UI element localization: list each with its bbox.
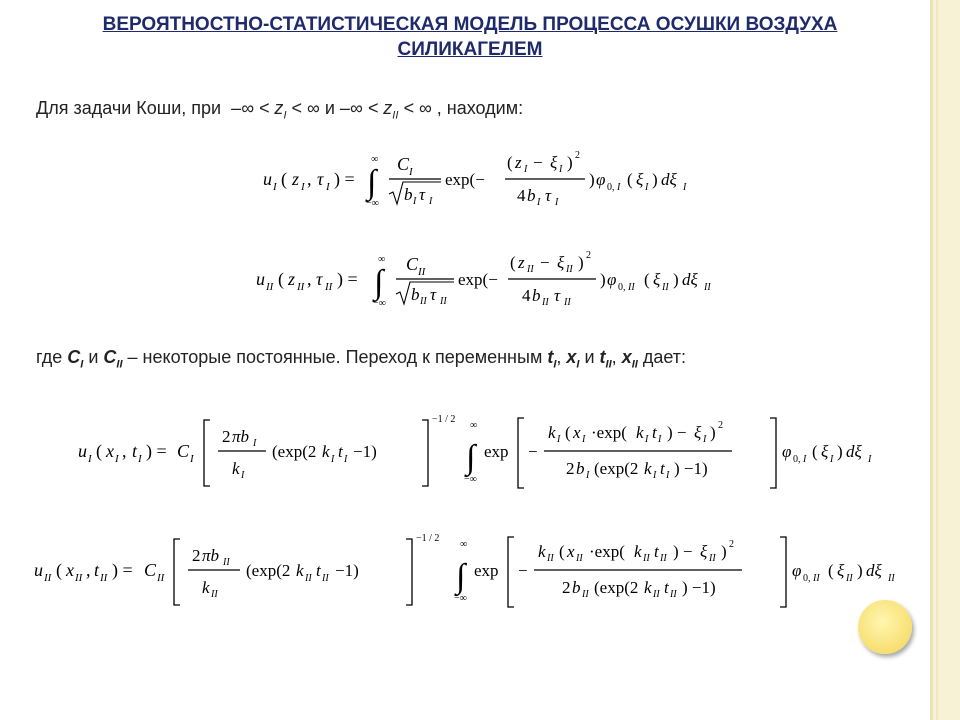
cond2-sub: II (392, 109, 399, 122)
svg-text:∫: ∫ (466, 439, 476, 476)
svg-text:II: II (100, 572, 108, 584)
svg-text:II: II (709, 553, 716, 564)
svg-text:∞: ∞ (460, 539, 468, 550)
svg-text:I: I (138, 453, 142, 465)
svg-text:∞: ∞ (378, 254, 386, 265)
svg-text:II: II (643, 553, 650, 564)
svg-text:II: II (157, 572, 165, 584)
equation-u1-cauchy (255, 148, 715, 210)
svg-text:−1): −1) (335, 561, 359, 580)
svg-text:): ) (578, 253, 584, 272)
where-text: – некоторые постоянные. Переход к переменным (122, 347, 548, 367)
svg-text:2: 2 (192, 546, 201, 565)
svg-text:∫: ∫ (374, 264, 384, 301)
svg-text:(exp(2: (exp(2 (594, 578, 639, 597)
svg-text:z: z (515, 153, 522, 172)
svg-text:−: − (540, 253, 550, 272)
svg-text:I: I (555, 197, 559, 208)
sidebar-stripe (930, 0, 933, 720)
svg-text:t: t (652, 423, 657, 442)
svg-text:): ) (589, 170, 595, 189)
svg-text:k: k (322, 442, 330, 461)
svg-text:II: II (325, 281, 333, 293)
intro-text: Для задачи Коши, при (36, 98, 222, 118)
svg-text:t: t (654, 542, 659, 561)
svg-text:II: II (846, 573, 853, 584)
svg-text:ξ: ξ (700, 542, 708, 561)
var-x2-letter: x (621, 347, 632, 367)
svg-text:exp(−: exp(− (458, 270, 498, 289)
decorative-yellow-circle (858, 600, 912, 654)
svg-text:ξ: ξ (837, 561, 845, 580)
svg-text:(exp(2: (exp(2 (272, 442, 317, 461)
svg-text:II: II (211, 589, 218, 600)
svg-text:C: C (406, 254, 419, 274)
svg-text:dξ: dξ (682, 270, 698, 289)
svg-text:(: ( (559, 542, 565, 561)
svg-text:∫: ∫ (456, 558, 466, 595)
svg-text:dξ: dξ (866, 561, 882, 580)
svg-text:(: ( (507, 153, 513, 172)
svg-text:): ) (673, 270, 679, 289)
svg-text:τ: τ (430, 285, 437, 304)
svg-text:I: I (344, 454, 348, 465)
svg-text:k: k (636, 423, 644, 442)
svg-text:II: II (75, 572, 83, 584)
var-t2-letter: t (599, 347, 606, 367)
svg-text:I: I (703, 434, 707, 445)
slide-title (60, 12, 880, 62)
svg-text:) =: ) = (112, 560, 133, 580)
svg-text:II: II (704, 282, 711, 293)
svg-text:∞: ∞ (470, 420, 478, 431)
svg-text:II: II (418, 266, 426, 278)
svg-text:z: z (292, 169, 300, 189)
svg-text:II: II (440, 296, 447, 307)
svg-text:u: u (34, 560, 43, 580)
svg-text:φ: φ (596, 170, 606, 189)
svg-text:I: I (557, 434, 561, 445)
svg-text:t: t (94, 560, 100, 580)
svg-text:b: b (576, 459, 585, 478)
svg-text:,: , (307, 269, 312, 289)
svg-text:∫: ∫ (367, 164, 377, 201)
svg-text:dξ: dξ (846, 442, 862, 461)
svg-text:x: x (567, 542, 575, 561)
var-t2 (599, 347, 612, 371)
svg-text:b: b (532, 286, 541, 305)
svg-text:k: k (644, 578, 652, 597)
svg-text:exp(−: exp(− (445, 170, 485, 189)
svg-text:(: ( (510, 253, 516, 272)
var-t1-sub: I (553, 358, 557, 371)
title-line-2: СИЛИКАГЕЛЕМ (397, 39, 543, 60)
svg-text:): ) (600, 270, 606, 289)
svg-text:(: ( (565, 423, 571, 442)
svg-text:II: II (662, 282, 669, 293)
svg-text:,: , (86, 560, 91, 580)
svg-text:0,: 0, (618, 282, 626, 293)
cond1-sub: I (283, 109, 287, 122)
svg-text:exp: exp (484, 442, 509, 461)
svg-text:(: ( (644, 270, 650, 289)
svg-text:I: I (273, 181, 277, 193)
svg-text:C: C (144, 560, 157, 580)
svg-text:I: I (803, 454, 807, 465)
svg-text:−∞: −∞ (366, 198, 379, 209)
svg-text:I: I (326, 181, 330, 193)
svg-text:II: II (628, 282, 635, 293)
svg-text:∞: ∞ (371, 154, 379, 165)
equation-u2-transformed (28, 527, 908, 617)
svg-text:II: II (888, 573, 895, 584)
svg-text:0,: 0, (793, 454, 801, 465)
var-t2-sub: II (605, 358, 612, 371)
where-line (36, 347, 686, 371)
svg-text:2: 2 (575, 150, 580, 161)
svg-text:k: k (232, 459, 240, 478)
svg-text:−1): −1) (353, 442, 377, 461)
svg-text:ξ: ξ (557, 253, 565, 272)
svg-text:−∞: −∞ (454, 593, 467, 604)
svg-text:C: C (397, 154, 410, 174)
svg-text:,: , (122, 441, 127, 461)
svg-text:−: − (533, 153, 543, 172)
svg-text:exp: exp (474, 561, 499, 580)
svg-text:4: 4 (522, 286, 531, 305)
svg-text:4: 4 (517, 186, 526, 205)
cond1-prefix: –∞ < z (231, 98, 284, 118)
svg-text:(exp(2: (exp(2 (594, 459, 639, 478)
svg-text:I: I (331, 454, 335, 465)
svg-text:) −1): ) −1) (674, 459, 708, 478)
svg-text:): ) (652, 170, 658, 189)
svg-text:(: ( (281, 169, 287, 189)
title-line-1: ВЕРОЯТНОСТНО-СТАТИСТИЧЕСКАЯ МОДЕЛЬ ПРОЦЕССА ОСУШКИ ВОЗДУХА (102, 14, 838, 35)
sidebar-stripe-inner (936, 0, 938, 720)
svg-text:II: II (660, 553, 667, 564)
svg-text:b: b (572, 578, 581, 597)
svg-text:t: t (338, 442, 343, 461)
svg-text:(: ( (278, 269, 284, 289)
svg-text:k: k (548, 423, 556, 442)
var-x2-sub: II (631, 358, 638, 371)
cond2-suffix: < ∞ (398, 98, 432, 118)
svg-text:I: I (645, 182, 649, 193)
svg-text:I: I (88, 453, 92, 465)
svg-text:I: I (658, 434, 662, 445)
svg-text:u: u (256, 269, 265, 289)
var-x1 (566, 347, 580, 371)
svg-text:II: II (576, 553, 583, 564)
var-t1-letter: t (547, 347, 554, 367)
svg-text:(: ( (56, 560, 62, 580)
svg-text:−∞: −∞ (373, 298, 386, 309)
equation-u1-transformed (72, 408, 902, 498)
svg-text:(: ( (812, 442, 818, 461)
svg-text:x: x (573, 423, 581, 442)
svg-text:z: z (518, 253, 525, 272)
svg-text:2: 2 (586, 250, 591, 261)
svg-text:2: 2 (562, 578, 571, 597)
svg-text:·exp(: ·exp( (589, 542, 625, 561)
svg-text:τ: τ (545, 186, 552, 205)
svg-text:I: I (241, 470, 245, 481)
svg-text:) −: ) − (667, 423, 687, 442)
svg-text:): ) (567, 153, 573, 172)
svg-text:II: II (297, 281, 305, 293)
svg-text:φ: φ (782, 442, 792, 461)
svg-text:(: ( (828, 561, 834, 580)
svg-text:τ: τ (554, 286, 561, 305)
svg-text:) =: ) = (337, 269, 358, 289)
svg-text:I: I (253, 438, 257, 449)
svg-text:·exp(: ·exp( (591, 423, 627, 442)
svg-text:k: k (538, 542, 546, 561)
svg-text:I: I (409, 166, 413, 178)
svg-text:II: II (670, 589, 677, 600)
svg-text:): ) (710, 423, 716, 442)
intro-line (36, 98, 523, 122)
svg-text:I: I (617, 182, 621, 193)
svg-text:−: − (528, 442, 538, 461)
svg-text:I: I (524, 164, 528, 175)
var-x1-sub: I (576, 358, 580, 371)
svg-text:x: x (66, 560, 74, 580)
where-and: и (83, 347, 104, 367)
cond2-prefix: –∞ < z (339, 98, 393, 118)
svg-text:I: I (115, 453, 119, 465)
svg-text:II: II (322, 573, 329, 584)
svg-text:II: II (566, 264, 573, 275)
svg-text:z: z (288, 269, 296, 289)
svg-text:I: I (868, 454, 872, 465)
svg-text:II: II (266, 281, 274, 293)
svg-text:k: k (634, 542, 642, 561)
svg-text:2: 2 (222, 427, 231, 446)
svg-text:I: I (559, 164, 563, 175)
const-c1 (67, 347, 84, 371)
where-prefix: где (36, 347, 68, 367)
where-and-2: и (579, 347, 600, 367)
svg-text:φ: φ (792, 561, 802, 580)
equation-u2-cauchy (248, 248, 738, 312)
svg-text:−1 / 2: −1 / 2 (432, 414, 456, 425)
svg-text:0,: 0, (803, 573, 811, 584)
condition-2 (339, 98, 432, 122)
svg-text:ξ: ξ (653, 270, 661, 289)
svg-text:(: ( (96, 441, 102, 461)
svg-text:II: II (813, 573, 820, 584)
svg-text:t: t (660, 459, 665, 478)
svg-text:2: 2 (729, 539, 734, 550)
svg-text:II: II (305, 573, 312, 584)
right-decorative-sidebar (930, 0, 960, 720)
svg-text:k: k (202, 578, 210, 597)
svg-text:I: I (586, 470, 590, 481)
svg-text:II: II (420, 296, 427, 307)
where-comma-2: , (611, 347, 622, 367)
where-comma-1: , (556, 347, 567, 367)
svg-text:II: II (527, 264, 534, 275)
svg-text:t: t (316, 561, 321, 580)
svg-text:II: II (542, 297, 549, 308)
svg-text:I: I (666, 470, 670, 481)
svg-text:u: u (78, 441, 87, 461)
svg-text:τ: τ (419, 185, 426, 204)
svg-text:πb: πb (202, 546, 220, 565)
var-x1-letter: x (566, 347, 577, 367)
svg-text:C: C (177, 441, 190, 461)
svg-text:τ: τ (316, 269, 323, 289)
svg-text:t: t (664, 578, 669, 597)
svg-text:): ) (721, 542, 727, 561)
svg-text:φ: φ (607, 270, 617, 289)
condition-1 (231, 98, 287, 122)
svg-text:II: II (582, 589, 589, 600)
svg-text:I: I (653, 470, 657, 481)
svg-text:τ: τ (317, 169, 324, 189)
svg-text:I: I (429, 196, 433, 207)
svg-text:πb: πb (232, 427, 250, 446)
svg-text:2: 2 (566, 459, 575, 478)
svg-text:) =: ) = (334, 169, 355, 189)
svg-text:k: k (644, 459, 652, 478)
svg-text:ξ: ξ (694, 423, 702, 442)
svg-text:u: u (263, 169, 272, 189)
svg-text:2: 2 (718, 420, 723, 431)
svg-text:b: b (411, 285, 420, 304)
svg-text:I: I (645, 434, 649, 445)
const-c2-sub: II (116, 358, 123, 371)
svg-text:x: x (106, 441, 114, 461)
intro-end: , находим: (436, 98, 524, 118)
svg-text:,: , (307, 169, 312, 189)
const-c2 (103, 347, 123, 371)
svg-text:II: II (223, 557, 230, 568)
svg-text:I: I (683, 182, 687, 193)
svg-text:): ) (837, 442, 843, 461)
svg-text:−∞: −∞ (464, 474, 477, 485)
svg-text:dξ: dξ (661, 170, 677, 189)
svg-text:−: − (518, 561, 528, 580)
svg-text:II: II (44, 572, 52, 584)
const-c1-letter: C (67, 347, 81, 367)
svg-text:II: II (547, 553, 554, 564)
svg-text:I: I (413, 196, 417, 207)
svg-text:) =: ) = (146, 441, 167, 461)
const-c1-sub: I (80, 358, 84, 371)
svg-text:I: I (830, 454, 834, 465)
svg-text:−1 / 2: −1 / 2 (416, 533, 440, 544)
svg-text:) −1): ) −1) (682, 578, 716, 597)
svg-text:I: I (190, 453, 194, 465)
svg-text:I: I (582, 434, 586, 445)
var-x2 (621, 347, 638, 371)
svg-text:ξ: ξ (636, 170, 644, 189)
svg-text:b: b (404, 185, 413, 204)
svg-text:II: II (653, 589, 660, 600)
svg-text:k: k (296, 561, 304, 580)
svg-text:I: I (537, 197, 541, 208)
cond1-mid: < ∞ и (286, 98, 340, 118)
where-end: дает: (637, 347, 687, 367)
svg-text:I: I (301, 181, 305, 193)
svg-text:b: b (527, 186, 536, 205)
svg-text:(exp(2: (exp(2 (246, 561, 291, 580)
svg-text:): ) (857, 561, 863, 580)
svg-text:) −: ) − (673, 542, 693, 561)
const-c2-letter: C (103, 347, 117, 367)
svg-text:t: t (132, 441, 138, 461)
svg-text:0,: 0, (607, 182, 615, 193)
svg-text:(: ( (627, 170, 633, 189)
svg-text:ξ: ξ (550, 153, 558, 172)
svg-text:II: II (564, 297, 571, 308)
svg-text:ξ: ξ (821, 442, 829, 461)
